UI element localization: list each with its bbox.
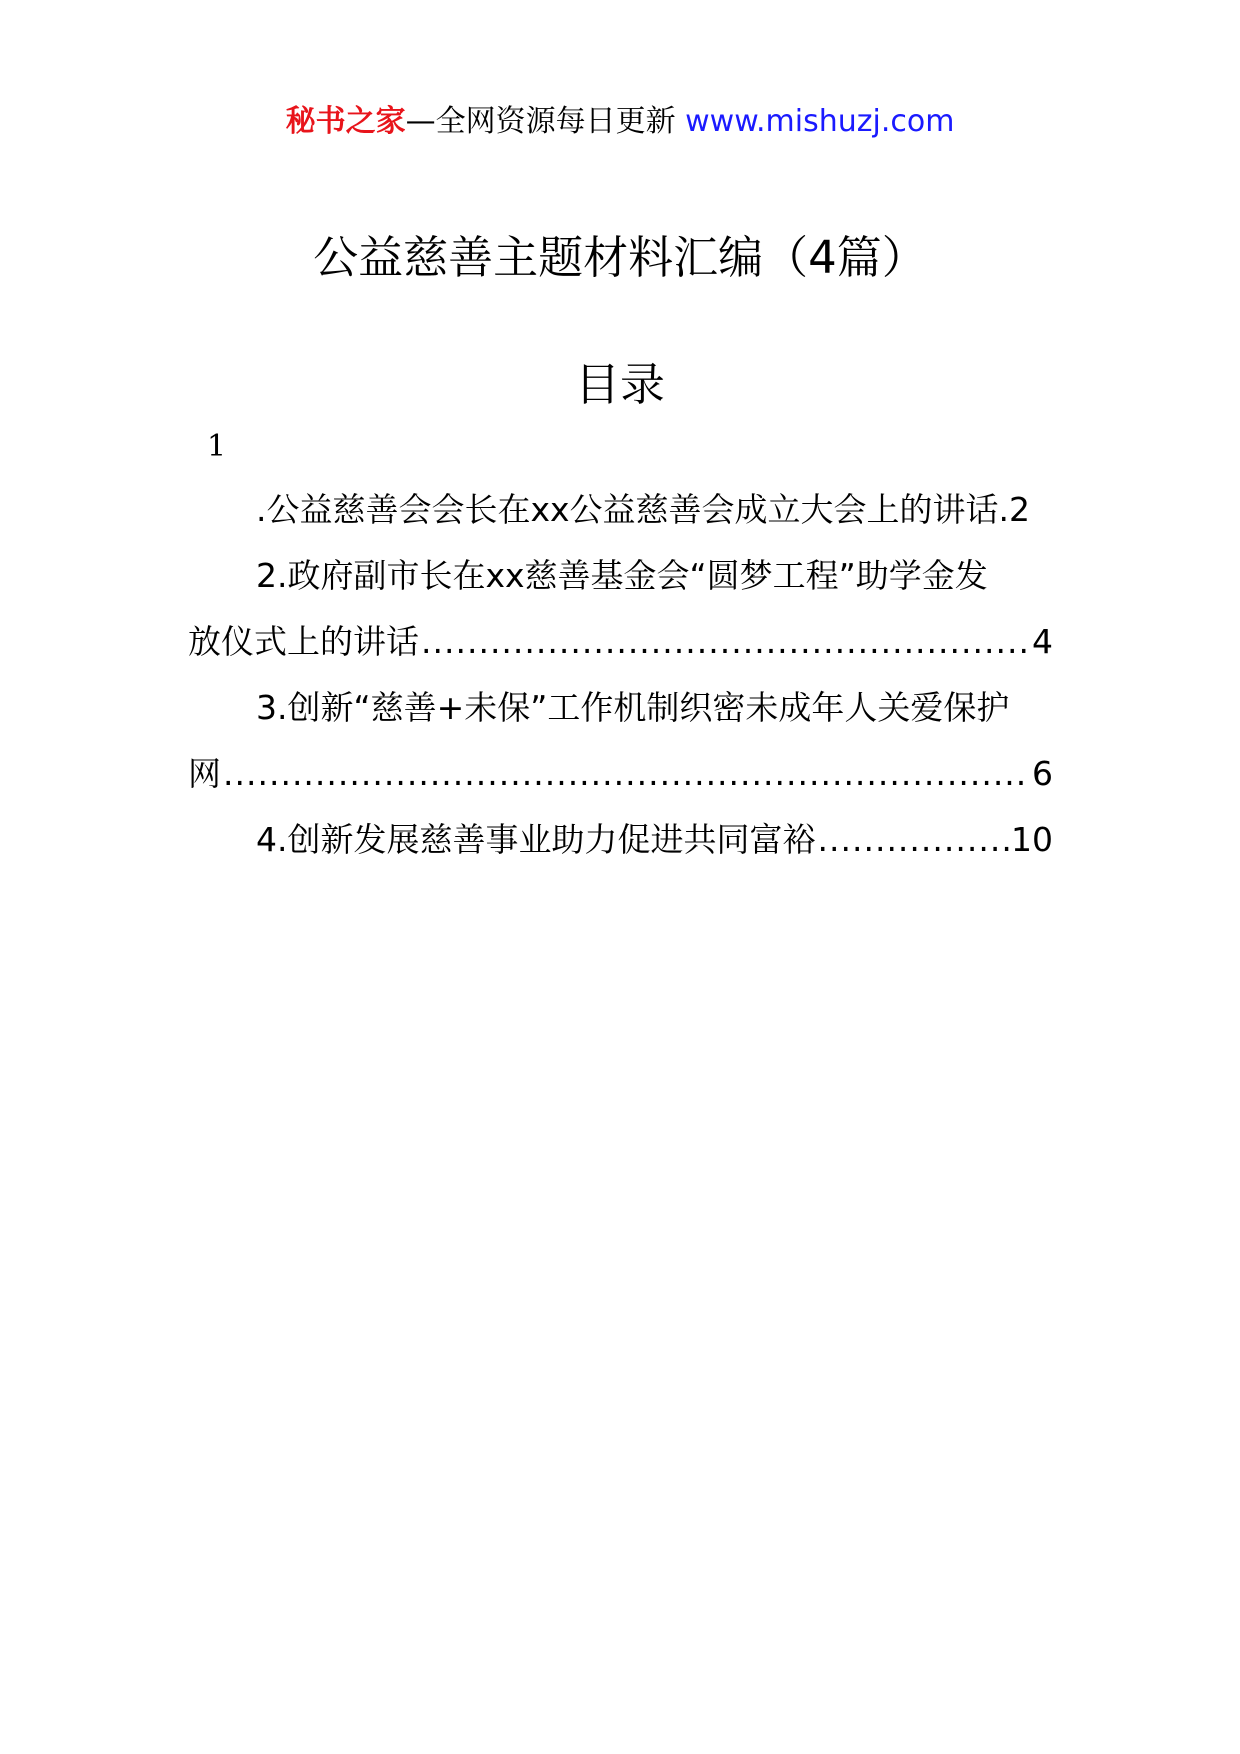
toc-item-2-title-part-1: 2.政府副市长在xx慈善基金会“圆梦工程”助学金发	[256, 556, 988, 595]
toc-item-1[interactable]	[188, 477, 1053, 543]
toc-item-3-leader	[223, 741, 1030, 807]
site-url-link[interactable]: www.mishuzj.com	[685, 104, 955, 139]
toc-item-3-page: 6	[1032, 754, 1053, 793]
document-title: 公益慈善主题材料汇编（4篇）	[313, 231, 927, 284]
toc-item-4-leader	[818, 807, 1010, 873]
toc-item-1-title: .公益慈善会会长在xx公益慈善会成立大会上的讲话.	[256, 490, 1010, 529]
toc-item-1-page: 2	[1009, 490, 1031, 529]
toc-item-3-title-part-1: 3.创新“慈善+未保”工作机制织密未成年人关爱保护	[256, 688, 1010, 727]
toc-item-3-line-2[interactable]	[188, 741, 1053, 807]
toc-heading: 目录	[574, 358, 665, 411]
brand-name: 秘书之家	[285, 104, 406, 139]
toc-item-2-page: 4	[1032, 622, 1053, 661]
toc-item-2-leader	[421, 609, 1030, 675]
toc-item-2-title-part-2: 放仪式上的讲话	[188, 622, 419, 661]
toc-item-4-title: 4.创新发展慈善事业助力促进共同富裕	[256, 820, 816, 859]
toc-item-4[interactable]	[188, 807, 1053, 873]
toc-item-4-page: 10	[1011, 820, 1053, 859]
toc-item-3-title-part-2: 网	[188, 754, 221, 793]
header-tagline: —全网资源每日更新	[405, 104, 676, 139]
stray-number: 1	[207, 429, 227, 464]
toc-item-2-line-1[interactable]	[188, 543, 1053, 609]
toc-item-2-line-2[interactable]	[188, 609, 1053, 675]
toc-item-3-line-1[interactable]	[188, 675, 1053, 741]
site-header	[0, 100, 1240, 144]
